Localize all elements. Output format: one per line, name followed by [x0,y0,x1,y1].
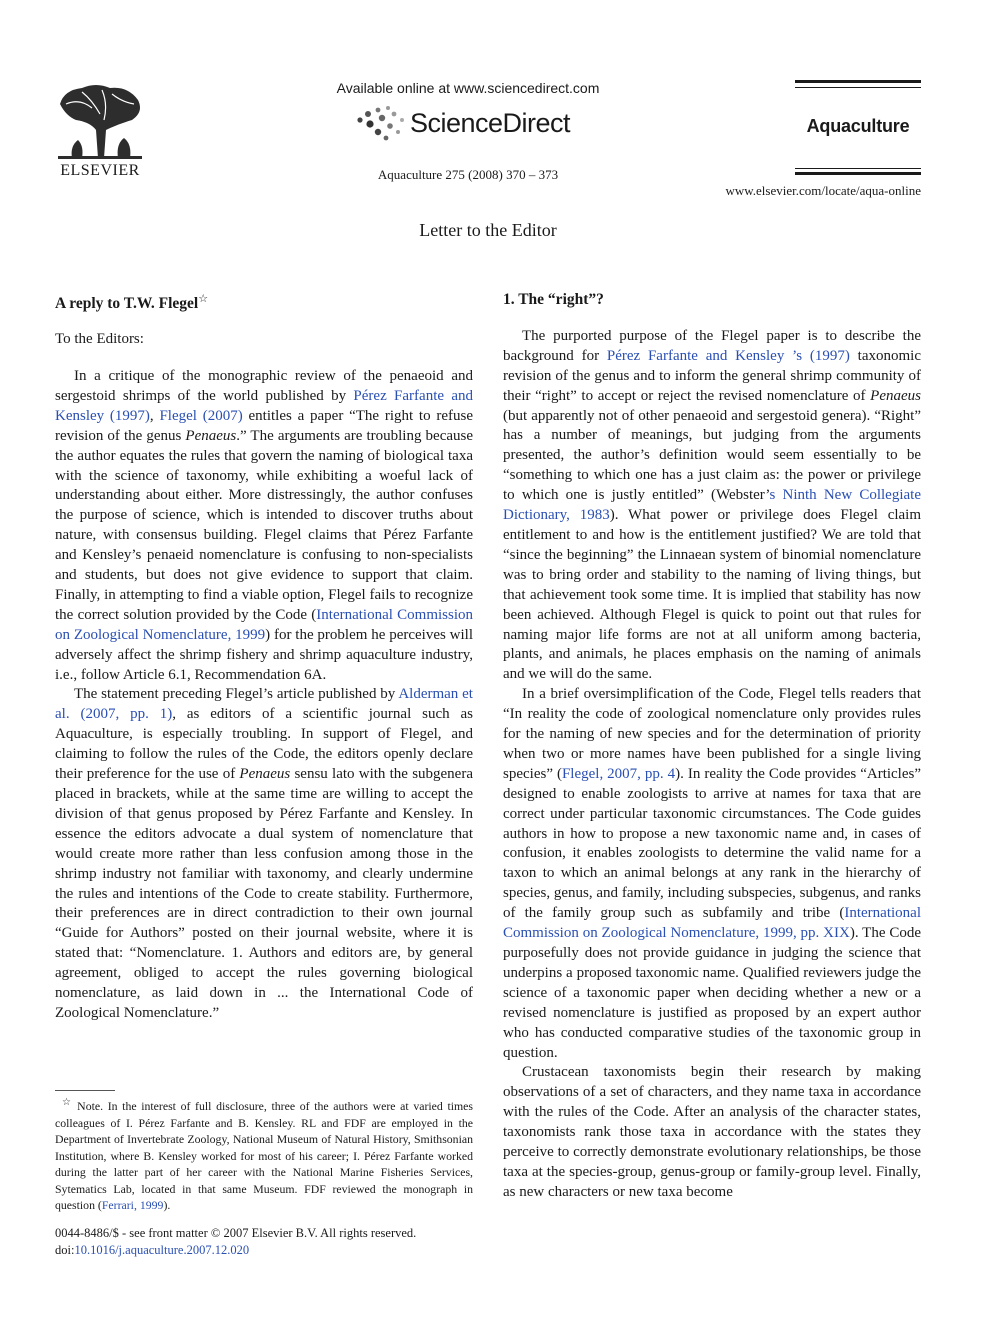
ref-flegel-2007-pp4[interactable]: Flegel, 2007, pp. 4 [561,765,676,782]
journal-url[interactable]: www.elsevier.com/locate/aqua-online [725,183,921,198]
front-matter [55,1225,473,1259]
salutation: To the Editors: [55,331,144,348]
ref-perez-farfante-1997[interactable]: Pérez Farfante and Kensley (1997) [55,387,473,424]
right-column [503,290,921,1203]
left-paragraph-1: In a critique of the monographic review of the penaeoid and sergestoid shrimps of the world published by Pérez Farfante and Kensley (1997), Flegel (2007) entitles a paper “The right to refuse revision of the genus Penaeus.” The arguments are troubling because the author equates the rules that govern the naming of biological taxa with the science of taxonomy, while exhibiting a woeful lack of understanding about either. More distressingly, the author confuses the purpose of science, which is intended to discover truths about nature, with consensus building. Flegel claims that Pérez Farfante and Kensley’s penaeid nomenclature is confusing to non-specialists and students, but does not give evidence to support that claim. Finally, in attempting to find a viable option, Flegel fails to recognize the correct solution provided by the Code (International Commission on Zoological Nomenclature, 1999) for the problem he perceives will adversely affect the shrimp fishery and shrimp aquaculture industry, i.e., follow Article 6.1, Recommendation 6A. [55,367,474,683]
article-section-label: Letter to the Editor [419,220,557,240]
available-online-text: Available online at www.sciencedirect.com [336,80,600,96]
ref-perez-farfante-kensley-1997[interactable]: Pérez Farfante and Kensley ’s (1997) [606,347,850,364]
footnote: ☆ Note. In the interest of full disclosure, three of the authors were at varied times colleagues of I. Pérez Farfante and B. Kensley. RL and FDF are employed in the Department of Invertebrate Zoology, National Museum of Natural History, Smithsonian Institution, where B. Kensley worked for most of his career; I. Pérez Farfante worked during the latter part of her career with the National Marine Fisheries Services, Sytematics Lab, located in that same Museum. FDF reviewed the monograph in question (Ferrari, 1999). [55,1097,474,1213]
journal-top-rule [795,80,921,83]
issn-line: 0044-8486/$ - see front matter © 2007 Elsevier B.V. All rights reserved. [55,1226,417,1240]
ref-flegel-2007[interactable]: Flegel (2007) [159,407,243,424]
left-column [55,290,473,1024]
ref-iczn-1999[interactable]: International Commission on Zoological Nomenclature, 1999 [55,606,474,643]
ref-websters-1983[interactable]: s Ninth New Collegiate Dictionary, 1983 [503,487,921,524]
publisher-name: ELSEVIER [60,162,140,179]
journal-name: Aquaculture [806,116,910,136]
article-title: A reply to T.W. Flegel☆ [55,293,209,313]
right-paragraph-2: In a brief oversimplification of the Code, Flegel tells readers that “In reality the code of zoological nomenclature only provides rules for the naming of new species and for the determination of priority when two or more names have been published for a single living species” (Flegel, 2007, pp. 4). In reality the Code provides “Articles” designed to enable zoologists to arrive at names for taxa that are correct under particular taxonomic circumstances. The Code guides authors in how to propose a new taxonomic name and, in cases of confusion, it enables zoologists to determine the valid name for a taxon to which an animal belongs at any rank in the hierarchy of species, genus, and family, including subspecies, subgenus, and ranks of the family group such as subfamily and tribe (International Commission on Zoological Nomenclature, 1999, pp. XIX). The Code purposefully does not provide guidance in judging the science that underpins a proposed taxonomic name. Qualified reviewers judge the science of a taxonomic paper when deciding whether a new or a revised nomenclature is justified as proposed by an expert author who has conducted comparative studies of the taxonomic group in question. [503,686,922,1061]
ref-ferrari-1999[interactable]: Ferrari, 1999 [101,1198,164,1213]
ref-alderman-2007[interactable]: Alderman et al. (2007, pp. 1) [55,686,473,723]
journal-bottom-rule-thin [795,168,921,169]
journal-citation: Aquaculture 275 (2008) 370 – 373 [377,167,559,182]
footnote-star-icon: ☆ [62,1097,73,1108]
journal-bottom-rule [795,172,921,175]
sciencedirect-wordmark: ScienceDirect [410,108,571,138]
ref-iczn-1999-xix[interactable]: International Commission on Zoological Nomenclature, 1999, pp. XIX [503,905,921,942]
left-paragraph-2: The statement preceding Flegel’s article published by Alderman et al. (2007, pp. 1), as editors of a scientific journal such as Aquaculture, is especially troubling. In support of Flegel, and claiming to follow the rules of the Code, the editors openly declare their preference for the use of Penaeus sensu lato with the subgenera placed in brackets, while at the same time are willing to accept the division of that genus proposed by Pérez Farfante and Kensley. In essence the editors advocate a dual system of nomenclature that would create more rather than less confusion among those in the shrimp industry not familiar with taxonomy, and clearly undermine the rules and intentions of the Code to create stability. Furthermore, their preferences are in direct contradiction to their own journal “Guide for Authors” posted on their journal website, where it is stated that: “Nomenclature. 1. Authors and editors are, by general agreement, obliged to accept the rules governing biological nomenclature, as laid down in ... the International Code of Zoological Nomenclature.” [55,686,473,1021]
journal-top-rule-thin [795,87,921,88]
footnote-rule [55,1090,115,1091]
right-paragraph-3: Crustacean taxonomists begin their research by making observations of a set of characters, and they name taxa in accordance with the rules of the Code. After an analysis of the character states, taxonomists rank those taxa in accordance with the states they perceive to correctly demonstrate evolutionary relationships, be those taxa at the species-group, genus-group or family-group level. Finally, as new characters or new taxa become [503,1064,921,1200]
right-paragraph-1: The purported purpose of the Flegel paper is to describe the background for Pérez Farfante and Kensley ’s (1997) taxonomic revision of the genus and to inform the general shrimp community of their “right” to accept or reject the revised nomenclature of Penaeus (but apparently not of other penaeoid and sergestoid genera). “Right” has a number of meanings, but judging from the arguments presented, the author’s definition would seem essentially to be “something to which one has a just claim as: the power or privilege to which one is justly entitled” (Webster’s Ninth New Collegiate Dictionary, 1983). What power or privilege does Flegel claim entitlement to and how is the entitlement justified? We are told that “since the beginning” the Linnaean system of binomial nomenclature was to bring order and stability to the naming of living things, but that achievement took some time. It is implied that stability has now been achieved. Although Flegel is quick to point out that rules for naming major life forms are not at all uniform among bacteria, plants, and animals, he places emphasis on the naming of animals and we will do the same. [503,327,922,683]
doi-link[interactable]: 10.1016/j.aquaculture.2007.12.020 [74,1243,250,1257]
footnote-star-icon[interactable]: ☆ [198,293,209,305]
section-heading: 1. The “right”? [503,291,604,308]
doi-line: doi:10.1016/j.aquaculture.2007.12.020 [55,1243,250,1257]
